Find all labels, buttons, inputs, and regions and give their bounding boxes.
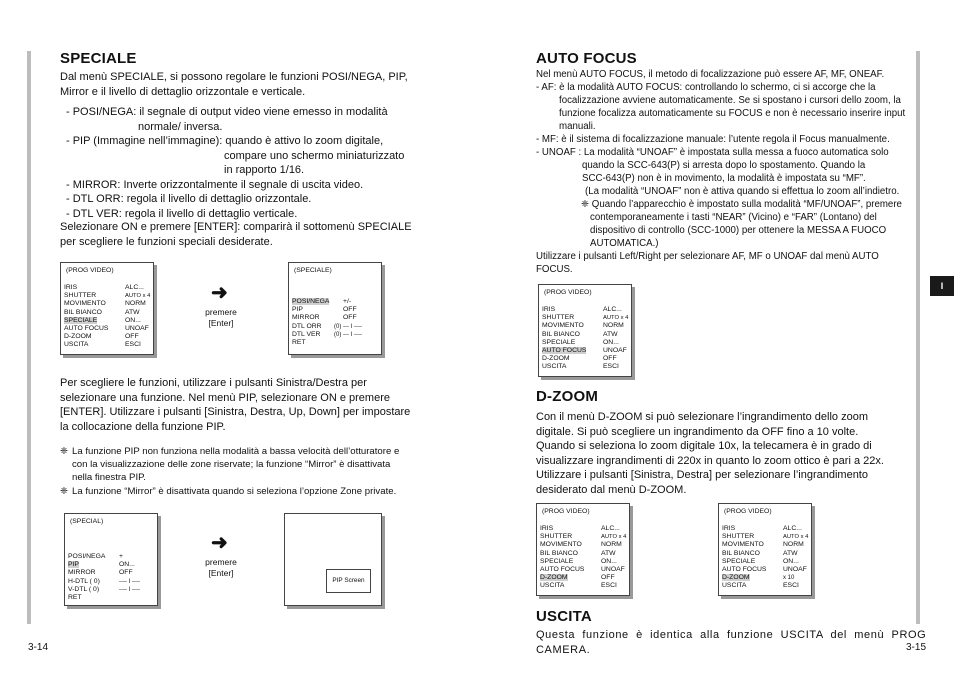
text-line: manuali. [559, 121, 596, 132]
menu-value: OFF [119, 569, 133, 577]
bullet-cont: normale/ inversa. [138, 120, 223, 133]
menu-label-highlighted: PIP [68, 561, 79, 569]
menu-label: AUTO FOCUS [540, 566, 585, 574]
arrow-right-icon: ➜ [211, 532, 228, 554]
text-line: (La modalità “UNOAF” non è attiva quando si effettua lo zoom all’indietro. [585, 186, 900, 197]
menu-label: BIL BIANCO [540, 549, 578, 557]
menu-label: SHUTTER [64, 292, 97, 300]
text-line: focalizzazione avviene automaticamente. Se si spostano i cursori dello zoom, la [559, 95, 901, 106]
pip-screen-label: PIP Screen [332, 577, 365, 584]
page-number-left: 3-14 [28, 642, 49, 653]
menu-value: ---- I ---- [119, 586, 140, 593]
menu-label: USCITA [722, 582, 747, 590]
menu-value: ESCI [603, 363, 619, 371]
menu-label: IRIS [722, 525, 736, 532]
menu-value: ATW [783, 549, 798, 557]
text-line: contemporaneamente i tasti “NEAR” (Vicino) e “FAR” (Lontano) del [590, 212, 877, 223]
menu-value: UNOAF [783, 566, 807, 574]
left-margin-bar [27, 51, 31, 624]
text-line: Mirror e il livello di dettaglio orizzontale e verticale. [60, 85, 306, 98]
menu-title: (PROG VIDEO) [724, 508, 772, 515]
text-line: Nel menù AUTO FOCUS, il metodo di focalizzazione può essere AF, MF, ONEAF. [536, 69, 885, 80]
text-line: FOCUS. [536, 264, 573, 275]
menu-label: POSI/NEGA [68, 553, 106, 560]
menu-title: (SPECIALE) [294, 267, 332, 274]
menu-label: SHUTTER [722, 533, 755, 541]
menu-items [542, 306, 628, 372]
menu-items [68, 553, 140, 602]
text-line: funzione focalizza automaticamente su FOCUS e non è necessario inserire input [559, 108, 906, 119]
menu-label: DTL ORR [292, 322, 322, 330]
speciale-heading: SPECIALE [60, 50, 137, 67]
menu-value: ---- I ---- [119, 578, 140, 585]
text-line: quando la SCC-643(P) si arresta dopo lo spostamento. Quando la [582, 160, 866, 171]
menu-title: (PROG VIDEO) [542, 508, 590, 515]
text-line: ❈ Quando l’apparecchio è impostato sulla modalità “MF/UNOAF”, premere [581, 199, 902, 210]
menu-value: OFF [603, 355, 617, 363]
menu-value: UNOAF [125, 325, 149, 333]
uscita-heading: USCITA [536, 608, 592, 625]
menu-label: MOVIMENTO [540, 541, 582, 549]
menu-label: IRIS [64, 284, 78, 291]
d-zoom-text [536, 410, 884, 497]
menu-label-highlighted: AUTO FOCUS [542, 347, 587, 355]
menu-value: ON... [125, 316, 141, 324]
menu-value: OFF [343, 306, 357, 314]
text-line: selezionare una funzione. Nel menù PIP, selezionare ON e premere [60, 391, 390, 404]
menu-items [292, 298, 362, 347]
caption-line: premere [205, 307, 237, 317]
speciale-submenu [288, 262, 382, 355]
menu-label: DTL VER [292, 330, 321, 338]
text-line: SCC-643(P) non è in movimento, la modalità è impostata su “MF”. [582, 173, 866, 184]
menu-label: RET [292, 339, 306, 347]
bullet-posi-nega: - POSI/NEGA: il segnale di output video viene emesso in modalità [66, 106, 388, 118]
menu-value: (0) --- I ---- [334, 331, 362, 338]
menu-label: USCITA [64, 341, 89, 349]
bullet-pip: - PIP (Immagine nell’immagine): quando è attivo lo zoom digitale, [66, 135, 384, 147]
menu-value: NORM [783, 541, 804, 549]
menu-value: OFF [601, 574, 615, 582]
menu-label: SPECIALE [542, 338, 576, 346]
right-margin-bar [916, 51, 920, 624]
menu-value: OFF [343, 314, 357, 322]
menu-label: USCITA [542, 363, 567, 371]
speciale-intro [60, 70, 408, 99]
menu-label: MOVIMENTO [542, 322, 584, 330]
menu-value: ALC... [601, 525, 620, 532]
menu-label: MIRROR [68, 569, 96, 577]
prog-video-menu-dzoom-x10 [718, 503, 812, 596]
menu-value: ATW [603, 330, 618, 338]
text-line: con la visualizzazione delle zone riservate; la funzione “Mirror” è disattivata [72, 459, 391, 470]
menu-value: NORM [603, 322, 624, 330]
text-line: - UNOAF : La modalità “UNOAF” è impostata sulla messa a fuoco automatica solo [536, 147, 889, 158]
menu-label: AUTO FOCUS [64, 325, 109, 333]
menu-label: RET [68, 594, 82, 602]
menu-title: (SPECIAL) [70, 518, 104, 525]
menu-label: D-ZOOM [542, 355, 570, 363]
uscita-text [536, 628, 926, 657]
text-line: Per scegliere le funzioni, utilizzare i pulsanti Sinistra/Destra per [60, 377, 367, 389]
pip-window [326, 569, 371, 593]
menu-value: ON... [603, 338, 619, 346]
menu-value: + [119, 553, 123, 560]
menu-label: AUTO FOCUS [722, 566, 767, 574]
bullet-dtl-orr: - DTL ORR: regola il livello di dettaglio orizzontale. [66, 193, 312, 205]
select-instructions [60, 220, 412, 249]
pip-screen-preview [284, 513, 382, 606]
text-line: Utilizzare i pulsanti [Sinistra, Destra] per selezionare l’ingrandimento [536, 469, 868, 481]
bullet-cont: compare uno schermo miniaturizzato [224, 149, 405, 162]
prog-video-menu-af [538, 284, 632, 377]
menu-value: ON... [783, 557, 799, 565]
menu-value: AUTO x 4 [601, 534, 627, 541]
speciale-bullets [66, 105, 426, 221]
text-line: digitale. Si può scegliere un ingrandimento da OFF fino a 10 volte. [536, 425, 859, 438]
text-line: dispositivo di controllo (SCC-1000) per ottenere la MESSA A FUOCO [590, 225, 887, 236]
menu-label-highlighted: D-ZOOM [722, 574, 750, 582]
menu-value: OFF [125, 333, 139, 341]
bullet-dtl-ver: - DTL VER: regola il livello di dettaglio verticale. [66, 207, 298, 220]
menu-value: +/- [343, 298, 352, 305]
menu-label: H-DTL ( 0) [68, 577, 100, 585]
menu-label: PIP [292, 306, 303, 314]
menu-value: NORM [125, 300, 146, 308]
text-line: - AF: è la modalità AUTO FOCUS: controllando lo schermo, ci si accorge che la [536, 82, 876, 93]
text-line: - MF: è il sistema di focalizzazione manuale: l’utente regola il Focus manualmente. [536, 134, 890, 145]
menu-value: x 10 [783, 575, 795, 582]
pip-instructions [60, 376, 410, 434]
text-line: Dal menù SPECIALE, si possono regolare le funzioni POSI/NEGA, PIP, [60, 71, 408, 83]
menu-value: NORM [601, 541, 622, 549]
menu-label: MIRROR [292, 314, 320, 322]
menu-label: BIL BIANCO [64, 308, 102, 316]
text-line: Questa funzione è identica alla funzione USCITA del menù PROG [536, 629, 927, 641]
menu-label-highlighted: SPECIALE [64, 316, 98, 324]
bullet-cont: in rapporto 1/16. [224, 164, 305, 176]
text-line: la collocazione della funzione PIP. [60, 420, 226, 433]
d-zoom-heading: D-ZOOM [536, 388, 599, 405]
note-mirror [60, 485, 420, 498]
text-line: CAMERA. [536, 643, 591, 656]
menu-value: AUTO x 4 [125, 293, 151, 300]
press-enter-caption [196, 557, 246, 579]
text-line: Selezionare ON e premere [ENTER]: comparirà il sottomenù SPECIALE [60, 221, 412, 233]
auto-focus-text [536, 68, 916, 276]
menu-value: ATW [601, 549, 616, 557]
bullet-mirror: - MIRROR: Inverte orizzontalmente il segnale di uscita video. [66, 178, 364, 191]
menu-title: (PROG VIDEO) [66, 267, 114, 274]
note-icon: ❈ [60, 446, 69, 457]
note-icon: ❈ [60, 486, 69, 497]
menu-value: (0) --- I ---- [334, 323, 362, 330]
caption-line: [Enter] [208, 568, 234, 578]
menu-label: MOVIMENTO [64, 300, 106, 308]
menu-value: ESCI [601, 582, 617, 590]
menu-value: ESCI [783, 582, 799, 590]
menu-value: UNOAF [603, 347, 627, 355]
text-line: Con il menù D-ZOOM si può selezionare l’ingrandimento dello zoom [536, 411, 868, 423]
menu-label-highlighted: POSI/NEGA [292, 298, 330, 305]
text-line: desiderato dal menù D-ZOOM. [536, 483, 687, 496]
menu-value: UNOAF [601, 566, 625, 574]
menu-value: ON... [601, 557, 617, 565]
text-line: La funzione “Mirror” è disattivata quando si seleziona l’opzione Zone private. [72, 486, 397, 497]
menu-value: ALC... [125, 284, 144, 291]
prog-video-menu [60, 262, 154, 355]
menu-value: ON... [119, 561, 135, 569]
menu-label: SHUTTER [542, 314, 575, 322]
menu-label-highlighted: D-ZOOM [540, 574, 568, 582]
text-line: Quando si seleziona lo zoom digitale 10x, la telecamera è in grado di [536, 440, 872, 452]
menu-value: ALC... [783, 525, 802, 532]
menu-label: MOVIMENTO [722, 541, 764, 549]
text-line: La funzione PIP non funziona nella modalità a bassa velocità dell’otturatore e [72, 446, 400, 457]
menu-value: AUTO x 4 [783, 534, 809, 541]
text-line: nella finestra PIP. [72, 472, 146, 483]
menu-label: SPECIALE [540, 557, 574, 565]
text-line: visualizzare ingrandimenti di 220x in quanto lo zoom ottico è pari a 22x. [536, 454, 884, 467]
menu-value: ESCI [125, 341, 141, 349]
menu-label: V-DTL ( 0) [68, 585, 100, 593]
arrow-right-icon: ➜ [211, 282, 228, 304]
menu-items [540, 525, 626, 591]
auto-focus-heading: AUTO FOCUS [536, 50, 637, 67]
caption-line: [Enter] [208, 318, 234, 328]
menu-value: AUTO x 4 [603, 315, 629, 322]
menu-label: BIL BIANCO [722, 549, 760, 557]
text-line: AUTOMATICA.) [590, 238, 659, 249]
menu-value: ALC... [603, 306, 622, 313]
menu-title: (PROG VIDEO) [544, 289, 592, 296]
menu-items [64, 284, 150, 350]
caption-line: premere [205, 557, 237, 567]
menu-label: D-ZOOM [64, 333, 92, 341]
menu-label: USCITA [540, 582, 565, 590]
menu-label: SPECIALE [722, 557, 756, 565]
menu-label: IRIS [540, 525, 554, 532]
text-line: Utilizzare i pulsanti Left/Right per selezionare AF, MF o UNOAF dal menù AUTO [536, 251, 879, 262]
page-number-right: 3-15 [906, 642, 927, 653]
note-pip [60, 445, 420, 484]
menu-value: ATW [125, 308, 140, 316]
menu-items [722, 525, 808, 591]
text-line: [ENTER]. Utilizzare i pulsanti [Sinistra, Destra, Up, Down] per impostare [60, 406, 411, 418]
press-enter-caption [196, 307, 246, 329]
special-submenu [64, 513, 158, 606]
menu-label: SHUTTER [540, 533, 573, 541]
chapter-tab: I [930, 276, 954, 296]
menu-label: IRIS [542, 306, 556, 313]
text-line: per scegliere le funzioni speciali desiderate. [60, 235, 273, 248]
prog-video-menu-dzoom-off [536, 503, 630, 596]
menu-label: BIL BIANCO [542, 330, 580, 338]
